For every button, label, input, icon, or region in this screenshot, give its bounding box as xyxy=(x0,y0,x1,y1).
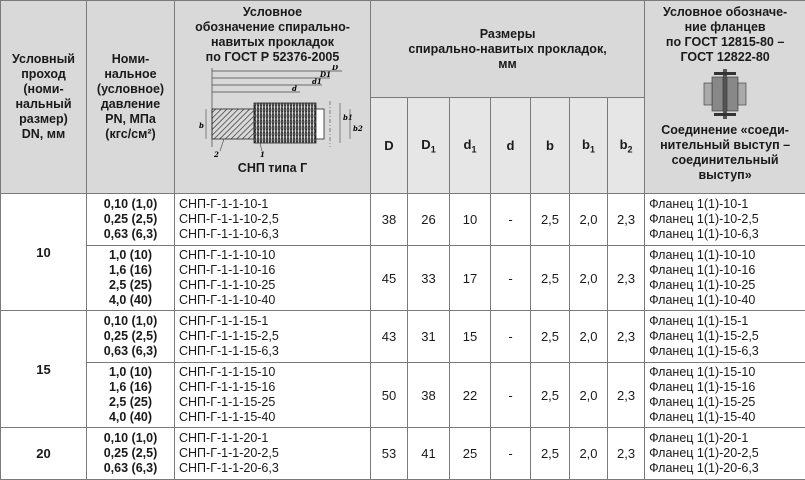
cell-flange-line: Фланец 1(1)-10-40 xyxy=(649,293,801,308)
header-sizes-line: Размеры xyxy=(371,27,644,42)
cell-flange-line: Фланец 1(1)-10-1 xyxy=(649,197,801,212)
cell-flange xyxy=(645,194,805,246)
cell-flange-line: Фланец 1(1)-15-10 xyxy=(649,365,801,380)
cell-size-b2: 2,3 xyxy=(608,194,645,246)
cell-flange-line: Фланец 1(1)-20-6,3 xyxy=(649,461,801,476)
size-col-header xyxy=(608,98,645,194)
cell-flange xyxy=(645,311,805,363)
cell-size-d1: 41 xyxy=(408,428,450,480)
header-dn-line: нальный xyxy=(1,97,86,112)
size-col-header xyxy=(491,98,531,194)
cell-dn: 10 xyxy=(1,194,87,311)
diagram-label-b: b xyxy=(199,121,204,130)
cell-pn-line: 0,63 (6,3) xyxy=(91,227,170,242)
cell-dn: 15 xyxy=(1,311,87,428)
cell-gasket-line: СНП-Г-1-1-10-25 xyxy=(179,278,366,293)
cell-gasket-line: СНП-Г-1-1-10-2,5 xyxy=(179,212,366,227)
diagram-label-D1: D1 xyxy=(319,70,331,79)
cell-gasket-line: СНП-Г-1-1-20-1 xyxy=(179,431,366,446)
size-col-symbol: b xyxy=(546,138,554,153)
cell-size-d: 50 xyxy=(371,363,408,428)
cell-flange-line: Фланец 1(1)-15-6,3 xyxy=(649,344,801,359)
cell-size-d1: 38 xyxy=(408,363,450,428)
size-col-subscript: 1 xyxy=(471,144,476,154)
cell-gasket-line: СНП-Г-1-1-15-25 xyxy=(179,395,366,410)
cell-size-d: - xyxy=(491,311,531,363)
cell-size-d: - xyxy=(491,246,531,311)
cell-size-d: 45 xyxy=(371,246,408,311)
size-col-symbol: d xyxy=(464,137,472,152)
cell-pn-line: 1,0 (10) xyxy=(91,248,170,263)
cell-size-b1: 2,0 xyxy=(570,311,608,363)
header-pn-line: нальное xyxy=(87,67,174,82)
header-flange-line: ние фланцев xyxy=(645,20,805,35)
cell-size-d1: 17 xyxy=(450,246,491,311)
cell-size-b1: 2,0 xyxy=(570,246,608,311)
size-col-symbol: b xyxy=(582,137,590,152)
table-row xyxy=(1,311,805,363)
header-pn-line: давление xyxy=(87,97,174,112)
header-gasket-line: по ГОСТ Р 52376-2005 xyxy=(175,50,370,65)
cell-size-d: 38 xyxy=(371,194,408,246)
cell-pn xyxy=(87,363,175,428)
cell-pn-line: 0,25 (2,5) xyxy=(91,212,170,227)
cell-pn xyxy=(87,194,175,246)
cell-size-b: 2,5 xyxy=(531,311,570,363)
cell-gasket xyxy=(175,428,371,480)
header-sizes-line: спирально-навитых прокладок, xyxy=(371,42,644,57)
diagram-label-b1: b1 xyxy=(343,113,353,122)
cell-gasket-line: СНП-Г-1-1-20-6,3 xyxy=(179,461,366,476)
cell-size-d1: 10 xyxy=(450,194,491,246)
size-col-header xyxy=(531,98,570,194)
size-col-subscript: 2 xyxy=(628,144,633,154)
table-row xyxy=(1,428,805,480)
header-pn-line: Номи- xyxy=(87,52,174,67)
cell-size-b: 2,5 xyxy=(531,428,570,480)
cell-flange-line: Фланец 1(1)-10-16 xyxy=(649,263,801,278)
cell-pn-line: 0,10 (1,0) xyxy=(91,197,170,212)
header-flange-line: Условное обозначе- xyxy=(645,5,805,20)
cell-gasket-line: СНП-Г-1-1-15-1 xyxy=(179,314,366,329)
cell-size-b: 2,5 xyxy=(531,363,570,428)
cell-size-d1: 33 xyxy=(408,246,450,311)
cell-flange xyxy=(645,246,805,311)
cell-pn-line: 2,5 (25) xyxy=(91,395,170,410)
cell-flange-line: Фланец 1(1)-15-1 xyxy=(649,314,801,329)
header-flange-caption-line: нительный выступ – xyxy=(645,138,805,153)
cell-pn xyxy=(87,428,175,480)
header-dn-line: Условный xyxy=(1,52,86,67)
header-gasket-line: Условное xyxy=(175,5,370,20)
diagram-label-1: 1 xyxy=(260,150,265,159)
cell-flange-line: Фланец 1(1)-10-25 xyxy=(649,278,801,293)
cell-flange-line: Фланец 1(1)-20-1 xyxy=(649,431,801,446)
size-col-symbol: D xyxy=(421,137,430,152)
size-col-header xyxy=(450,98,491,194)
cell-size-b2: 2,3 xyxy=(608,246,645,311)
cell-gasket xyxy=(175,311,371,363)
cell-flange xyxy=(645,428,805,480)
cell-size-b2: 2,3 xyxy=(608,311,645,363)
cell-size-d: - xyxy=(491,363,531,428)
gasket-type-caption: СНП типа Г xyxy=(175,161,370,175)
header-pn-line: (кгс/см²) xyxy=(87,127,174,142)
diagram-label-b2: b2 xyxy=(353,124,363,133)
diagram-label-d: d xyxy=(292,84,297,93)
gasket-cross-section-diagram xyxy=(180,65,366,159)
cell-size-d1: 25 xyxy=(450,428,491,480)
size-col-header xyxy=(371,98,408,194)
cell-pn-line: 0,10 (1,0) xyxy=(91,431,170,446)
cell-size-b1: 2,0 xyxy=(570,363,608,428)
cell-size-b: 2,5 xyxy=(531,246,570,311)
cell-size-b2: 2,3 xyxy=(608,428,645,480)
size-col-symbol: d xyxy=(507,138,515,153)
header-pn-line: PN, МПа xyxy=(87,112,174,127)
header-dn-line: (номи- xyxy=(1,82,86,97)
cell-gasket-line: СНП-Г-1-1-10-1 xyxy=(179,197,366,212)
cell-flange xyxy=(645,363,805,428)
cell-pn-line: 4,0 (40) xyxy=(91,293,170,308)
cell-gasket-line: СНП-Г-1-1-10-40 xyxy=(179,293,366,308)
cell-size-b: 2,5 xyxy=(531,194,570,246)
header-dn-line: размер) xyxy=(1,112,86,127)
cell-size-d1: 15 xyxy=(450,311,491,363)
cell-gasket-line: СНП-Г-1-1-10-16 xyxy=(179,263,366,278)
diagram-label-D: D xyxy=(331,65,339,72)
header-pn xyxy=(87,1,175,194)
size-col-header xyxy=(408,98,450,194)
diagram-label-d1: d1 xyxy=(312,77,322,86)
cell-flange-line: Фланец 1(1)-10-2,5 xyxy=(649,212,801,227)
size-col-symbol: D xyxy=(384,138,393,153)
flange-connection-icon xyxy=(690,69,760,119)
header-flange-caption-line: Соединение «соеди- xyxy=(645,123,805,138)
cell-gasket-line: СНП-Г-1-1-10-6,3 xyxy=(179,227,366,242)
header-flange-caption-line: соединительный xyxy=(645,153,805,168)
cell-gasket-line: СНП-Г-1-1-15-6,3 xyxy=(179,344,366,359)
header-sizes-line: мм xyxy=(371,57,644,72)
cell-flange-line: Фланец 1(1)-15-16 xyxy=(649,380,801,395)
cell-size-b2: 2,3 xyxy=(608,363,645,428)
cell-dn: 20 xyxy=(1,428,87,480)
cell-flange-line: Фланец 1(1)-15-25 xyxy=(649,395,801,410)
cell-pn xyxy=(87,311,175,363)
table-row xyxy=(1,363,805,428)
cell-gasket-line: СНП-Г-1-1-15-16 xyxy=(179,380,366,395)
cell-pn-line: 1,6 (16) xyxy=(91,380,170,395)
header-dn-line: проход xyxy=(1,67,86,82)
cell-pn-line: 4,0 (40) xyxy=(91,410,170,425)
header-pn-line: (условное) xyxy=(87,82,174,97)
cell-size-d: - xyxy=(491,194,531,246)
size-col-subscript: 1 xyxy=(590,144,595,154)
header-flange-line: ГОСТ 12822-80 xyxy=(645,50,805,65)
cell-pn-line: 0,63 (6,3) xyxy=(91,344,170,359)
cell-gasket xyxy=(175,363,371,428)
cell-flange-line: Фланец 1(1)-20-2,5 xyxy=(649,446,801,461)
cell-flange-line: Фланец 1(1)-15-2,5 xyxy=(649,329,801,344)
header-gasket-designation xyxy=(175,1,371,194)
table-row xyxy=(1,246,805,311)
cell-pn-line: 0,63 (6,3) xyxy=(91,461,170,476)
cell-flange-line: Фланец 1(1)-10-6,3 xyxy=(649,227,801,242)
cell-pn-line: 2,5 (25) xyxy=(91,278,170,293)
cell-size-d1: 31 xyxy=(408,311,450,363)
cell-pn-line: 0,10 (1,0) xyxy=(91,314,170,329)
cell-gasket-line: СНП-Г-1-1-15-2,5 xyxy=(179,329,366,344)
cell-flange-line: Фланец 1(1)-15-40 xyxy=(649,410,801,425)
header-gasket-line: навитых прокладок xyxy=(175,35,370,50)
cell-pn xyxy=(87,246,175,311)
cell-size-d1: 22 xyxy=(450,363,491,428)
cell-size-d: 53 xyxy=(371,428,408,480)
size-col-subscript: 1 xyxy=(431,144,436,154)
header-sizes xyxy=(371,1,645,98)
cell-size-b1: 2,0 xyxy=(570,428,608,480)
size-col-header xyxy=(570,98,608,194)
cell-pn-line: 1,0 (10) xyxy=(91,365,170,380)
cell-pn-line: 0,25 (2,5) xyxy=(91,329,170,344)
table-row xyxy=(1,194,805,246)
cell-gasket xyxy=(175,246,371,311)
cell-pn-line: 1,6 (16) xyxy=(91,263,170,278)
cell-size-d: 43 xyxy=(371,311,408,363)
header-gasket-line: обозначение спирально- xyxy=(175,20,370,35)
header-flange-line: по ГОСТ 12815-80 – xyxy=(645,35,805,50)
cell-gasket-line: СНП-Г-1-1-10-10 xyxy=(179,248,366,263)
cell-gasket xyxy=(175,194,371,246)
cell-size-b1: 2,0 xyxy=(570,194,608,246)
cell-gasket-line: СНП-Г-1-1-15-40 xyxy=(179,410,366,425)
cell-flange-line: Фланец 1(1)-10-10 xyxy=(649,248,801,263)
cell-size-d1: 26 xyxy=(408,194,450,246)
header-dn-line: DN, мм xyxy=(1,127,86,142)
header-dn xyxy=(1,1,87,194)
cell-gasket-line: СНП-Г-1-1-15-10 xyxy=(179,365,366,380)
header-flange-designation xyxy=(645,1,805,194)
diagram-label-2: 2 xyxy=(213,150,219,159)
cell-pn-line: 0,25 (2,5) xyxy=(91,446,170,461)
cell-gasket-line: СНП-Г-1-1-20-2,5 xyxy=(179,446,366,461)
size-col-symbol: b xyxy=(620,137,628,152)
cell-size-d: - xyxy=(491,428,531,480)
header-flange-caption-line: выступ» xyxy=(645,168,805,183)
